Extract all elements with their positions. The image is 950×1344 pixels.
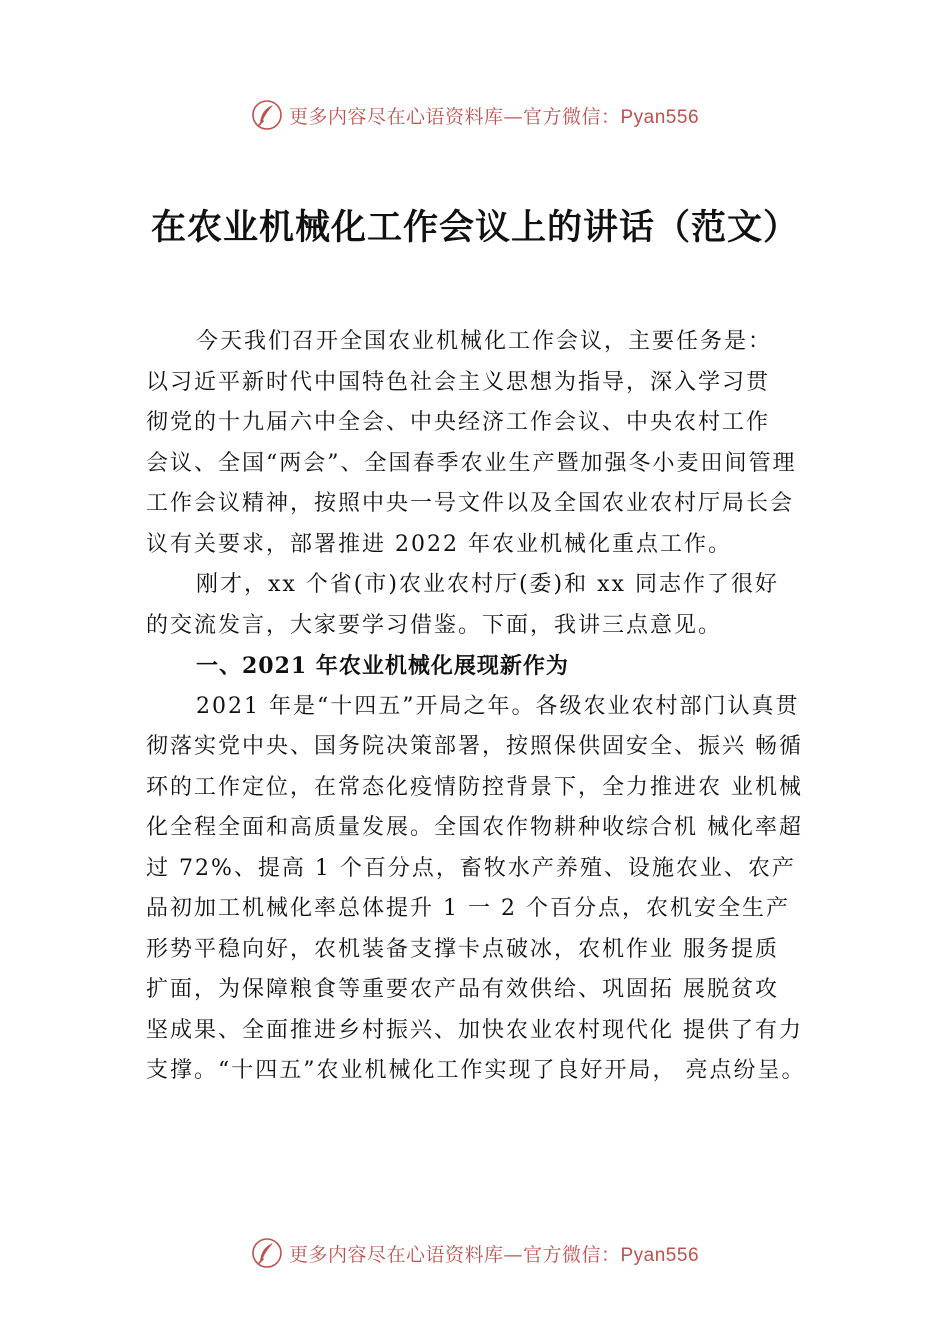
body-line: 品初加工机械化率总体提升 1 一 2 个百分点，农机安全生产 [146, 896, 790, 921]
banner-text: 更多内容尽在心语资料库—官方微信：Pyan556 [288, 105, 700, 128]
body-line: 彻落实党中央、国务院决策部署，按照保供固安全、振兴 畅循 [146, 734, 803, 759]
body-line: 扩面，为保障粮食等重要农产品有效供给、巩固拓 展脱贫攻 [146, 977, 779, 1002]
document-body [146, 322, 834, 1092]
body-line: 化全程全面和高质量发展。全国农作物耕种收综合机 械化率超 [146, 815, 803, 840]
body-line: 今天我们召开全国农业机械化工作会议，主要任务是： [196, 329, 773, 354]
body-line: 会议、全国“两会”、全国春季农业生产暨加强冬小麦田间管理 [146, 450, 797, 476]
body-line: 过 72%、提高 1 个百分点，畜牧水产养殖、设施农业、农产 [146, 855, 796, 881]
body-line: 议有关要求，部署推进 2022 年农业机械化重点工作。 [146, 531, 732, 557]
header-banner [0, 95, 950, 135]
body-line: 彻党的十九届六中全会、中央经济工作会议、中央农村工作 [146, 410, 771, 435]
feather-pen-logo-icon [251, 1237, 283, 1269]
wechat-id: Pyan556 [620, 106, 700, 128]
footer-banner [0, 1233, 950, 1273]
banner-text: 更多内容尽在心语资料库—官方微信：Pyan556 [288, 1243, 700, 1266]
body-line: 以习近平新时代中国特色社会主义思想为指导，深入学习贯 [146, 369, 771, 395]
feather-pen-logo-icon [251, 99, 283, 131]
body-line: 的交流发言，大家要学习借鉴。下面，我讲三点意见。 [146, 612, 723, 638]
body-line: 工作会议精神，按照中央一号文件以及全国农业农村厅局长会 [146, 491, 795, 516]
body-line: 环的工作定位，在常态化疫情防控背景下，全力推进农 业机械 [146, 774, 803, 800]
section-heading: 一、2021 年农业机械化展现新作为 [196, 653, 569, 679]
body-line: 刚才，xx 个省(市)农业农村厅(委)和 xx 同志作了很好 [196, 572, 779, 597]
body-line: 2021 年是“十四五”开局之年。各级农业农村部门认真贯 [196, 693, 800, 719]
body-line: 坚成果、全面推进乡村振兴、加快农业农村现代化 提供了有力 [146, 1017, 803, 1043]
document-title: 在农业机械化工作会议上的讲话（范文） [150, 207, 799, 248]
body-line: 支撑。“十四五”农业机械化工作实现了良好开局， 亮点纷呈。 [146, 1058, 806, 1083]
body-line: 形势平稳向好，农机装备支撑卡点破冰，农机作业 服务提质 [146, 936, 779, 962]
wechat-id: Pyan556 [620, 1244, 700, 1266]
